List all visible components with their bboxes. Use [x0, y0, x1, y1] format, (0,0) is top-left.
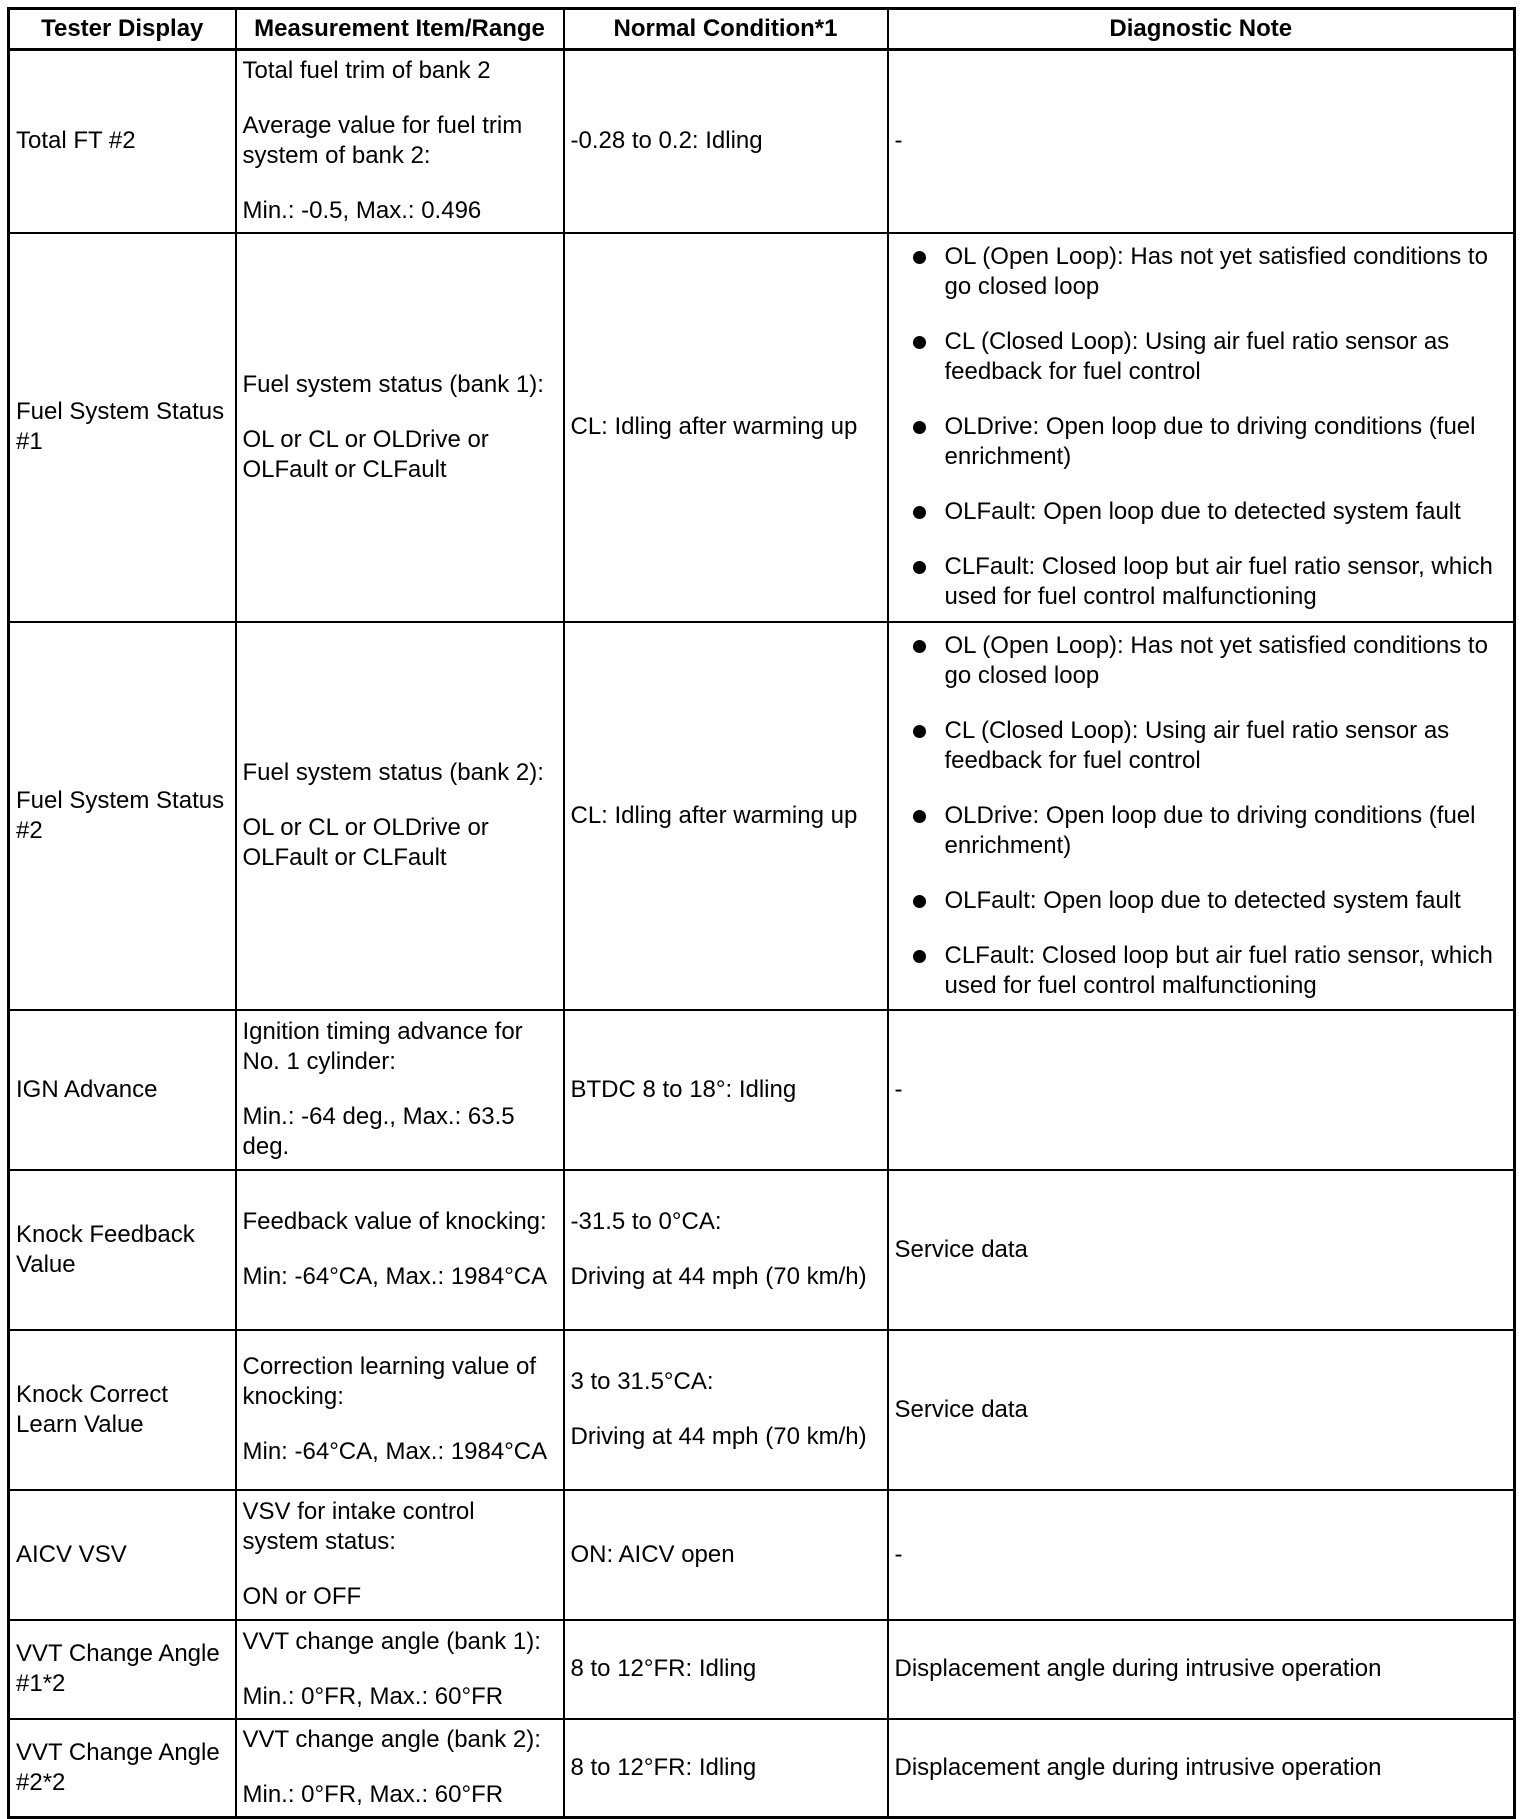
- bullet-icon: [913, 251, 926, 264]
- cell-measurement: [236, 1719, 564, 1818]
- cell-tester-display: VVT Change Angle #1*2: [9, 1620, 236, 1719]
- cell-normal-condition-line: 3 to 31.5°CA:: [570, 1368, 714, 1395]
- bullet-icon: [913, 810, 926, 823]
- table-body: [9, 50, 1515, 1818]
- bullet-icon: [913, 950, 926, 963]
- cell-measurement-line: VSV for intake control system status:: [242, 1498, 475, 1555]
- cell-normal-condition: [564, 50, 888, 233]
- cell-normal-condition-line: Driving at 44 mph (70 km/h): [570, 1263, 867, 1290]
- bullet-icon: [913, 336, 926, 349]
- cell-diagnostic-note-line: Service data: [894, 1235, 1028, 1263]
- table-row: [9, 1620, 1515, 1719]
- cell-normal-condition: [564, 622, 888, 1010]
- bullet-icon: [913, 725, 926, 738]
- cell-normal-condition: [564, 1719, 888, 1818]
- bullet-icon: [913, 561, 926, 574]
- cell-tester-display: IGN Advance: [9, 1010, 236, 1170]
- list-item: [895, 497, 1508, 527]
- table-row: [9, 1010, 1515, 1170]
- list-item-text: OLDrive: Open loop due to driving conditions (fuel enrichment): [944, 801, 1476, 859]
- cell-measurement-line: VVT change angle (bank 1):: [242, 1627, 541, 1655]
- cell-measurement: [236, 1170, 564, 1330]
- cell-tester-display: Knock Feedback Value: [9, 1170, 236, 1330]
- cell-measurement-line: ON or OFF: [242, 1583, 362, 1610]
- cell-measurement: [236, 1010, 564, 1170]
- list-item: [895, 801, 1508, 861]
- cell-measurement-line: Ignition timing advance for No. 1 cylinder:: [242, 1018, 523, 1075]
- cell-normal-condition: [564, 1620, 888, 1719]
- bullet-icon: [913, 506, 926, 519]
- list-item: [895, 552, 1508, 612]
- cell-diagnostic-note: [888, 1719, 1515, 1818]
- cell-diagnostic-note-line: -: [894, 1540, 903, 1568]
- table-row: [9, 1719, 1515, 1818]
- cell-measurement: [236, 50, 564, 233]
- cell-measurement-line: Fuel system status (bank 1):: [242, 370, 544, 398]
- cell-diagnostic-note-line: Displacement angle during intrusive operation: [894, 1753, 1382, 1781]
- cell-tester-display: Knock Correct Learn Value: [9, 1330, 236, 1490]
- list-item: [895, 716, 1508, 776]
- cell-measurement-line: Feedback value of knocking:: [242, 1208, 547, 1235]
- cell-measurement-line: OL or CL or OLDrive or OLFault or CLFault: [242, 814, 489, 871]
- cell-measurement-line: VVT change angle (bank 2):: [242, 1726, 541, 1754]
- cell-normal-condition-line: Driving at 44 mph (70 km/h): [570, 1423, 867, 1450]
- cell-normal-condition-line: -0.28 to 0.2: Idling: [570, 127, 763, 155]
- table-row: [9, 622, 1515, 1010]
- bullet-icon: [913, 640, 926, 653]
- cell-measurement-line: Total fuel trim of bank 2: [242, 57, 491, 85]
- cell-diagnostic-note: [888, 622, 1515, 1010]
- list-item-text: CL (Closed Loop): Using air fuel ratio sensor as feedback for fuel control: [944, 328, 1450, 385]
- cell-tester-display: Fuel System Status #2: [9, 622, 236, 1010]
- header-row: [9, 9, 1515, 50]
- table-row: [9, 1490, 1515, 1620]
- cell-diagnostic-note: [888, 50, 1515, 233]
- cell-normal-condition-line: ON: AICV open: [570, 1540, 735, 1568]
- cell-diagnostic-note-line: Service data: [894, 1395, 1028, 1423]
- cell-normal-condition-line: 8 to 12°FR: Idling: [570, 1753, 757, 1781]
- cell-diagnostic-note: [888, 1330, 1515, 1490]
- cell-diagnostic-note: [888, 1170, 1515, 1330]
- header-measurement-item: Measurement Item/Range: [236, 9, 564, 50]
- bullet-icon: [913, 895, 926, 908]
- cell-diagnostic-note: [888, 1620, 1515, 1719]
- cell-measurement-line: OL or CL or OLDrive or OLFault or CLFault: [242, 425, 489, 483]
- table-row: [9, 50, 1515, 233]
- cell-measurement-line: Min.: 0°FR, Max.: 60°FR: [242, 1682, 504, 1710]
- cell-diagnostic-note: [888, 1490, 1515, 1620]
- list-item-text: CLFault: Closed loop but air fuel ratio sensor, which used for fuel control malfunctioning: [944, 941, 1493, 999]
- list-item: [895, 941, 1508, 1001]
- cell-measurement-line: Fuel system status (bank 2):: [242, 759, 544, 786]
- cell-diagnostic-note-line: Displacement angle during intrusive operation: [894, 1655, 1382, 1682]
- table-row: [9, 1330, 1515, 1490]
- cell-normal-condition: [564, 1330, 888, 1490]
- cell-normal-condition-line: CL: Idling after warming up: [570, 413, 858, 440]
- cell-normal-condition-line: 8 to 12°FR: Idling: [570, 1655, 757, 1682]
- cell-measurement-line: Min.: 0°FR, Max.: 60°FR: [242, 1781, 504, 1809]
- cell-diagnostic-note: [888, 1010, 1515, 1170]
- cell-diagnostic-note-line: -: [894, 127, 903, 155]
- cell-measurement-line: Min.: -64 deg., Max.: 63.5 deg.: [242, 1103, 515, 1160]
- cell-normal-condition-line: CL: Idling after warming up: [570, 801, 858, 829]
- list-item: [895, 886, 1508, 916]
- list-item-text: CLFault: Closed loop but air fuel ratio sensor, which used for fuel control malfunctioning: [944, 553, 1493, 610]
- diagnostic-bullet-list: [895, 242, 1508, 612]
- cell-measurement: [236, 622, 564, 1010]
- cell-normal-condition: [564, 1010, 888, 1170]
- cell-measurement: [236, 233, 564, 622]
- cell-tester-display: AICV VSV: [9, 1490, 236, 1620]
- list-item: [895, 242, 1508, 302]
- table-row: [9, 233, 1515, 622]
- cell-diagnostic-note: [888, 233, 1515, 622]
- header-normal-condition: Normal Condition*1: [564, 9, 888, 50]
- header-diagnostic-note: Diagnostic Note: [888, 9, 1515, 50]
- cell-normal-condition: [564, 1490, 888, 1620]
- cell-tester-display: Fuel System Status #1: [9, 233, 236, 622]
- list-item-text: OLDrive: Open loop due to driving conditions (fuel enrichment): [944, 413, 1476, 470]
- cell-measurement: [236, 1330, 564, 1490]
- list-item-text: OLFault: Open loop due to detected system fault: [944, 498, 1461, 525]
- list-item: [895, 412, 1508, 472]
- cell-normal-condition: [564, 1170, 888, 1330]
- cell-measurement-line: Min.: -0.5, Max.: 0.496: [242, 197, 482, 225]
- cell-tester-display: VVT Change Angle #2*2: [9, 1719, 236, 1818]
- list-item-text: OL (Open Loop): Has not yet satisfied conditions to go closed loop: [944, 243, 1488, 300]
- cell-measurement-line: Correction learning value of knocking:: [242, 1353, 536, 1410]
- diagnostic-bullet-list: [895, 631, 1508, 1001]
- cell-measurement: [236, 1620, 564, 1719]
- list-item: [895, 327, 1508, 387]
- cell-normal-condition-line: -31.5 to 0°CA:: [570, 1208, 722, 1235]
- list-item: [895, 631, 1508, 691]
- cell-normal-condition: [564, 233, 888, 622]
- cell-measurement: [236, 1490, 564, 1620]
- cell-diagnostic-note-line: -: [894, 1075, 903, 1103]
- cell-measurement-line: Min: -64°CA, Max.: 1984°CA: [242, 1263, 548, 1290]
- cell-normal-condition-line: BTDC 8 to 18°: Idling: [570, 1075, 797, 1103]
- bullet-icon: [913, 421, 926, 434]
- list-item-text: OLFault: Open loop due to detected system fault: [944, 886, 1461, 914]
- cell-tester-display: Total FT #2: [9, 50, 236, 233]
- list-item-text: CL (Closed Loop): Using air fuel ratio sensor as feedback for fuel control: [944, 716, 1450, 774]
- document-page: [7, 7, 1513, 1819]
- data-list-table: [7, 7, 1516, 1819]
- cell-measurement-line: Average value for fuel trim system of bank 2:: [242, 112, 523, 170]
- header-tester-display: Tester Display: [9, 9, 236, 50]
- list-item-text: OL (Open Loop): Has not yet satisfied conditions to go closed loop: [944, 631, 1488, 689]
- table-row: [9, 1170, 1515, 1330]
- cell-measurement-line: Min: -64°CA, Max.: 1984°CA: [242, 1438, 548, 1465]
